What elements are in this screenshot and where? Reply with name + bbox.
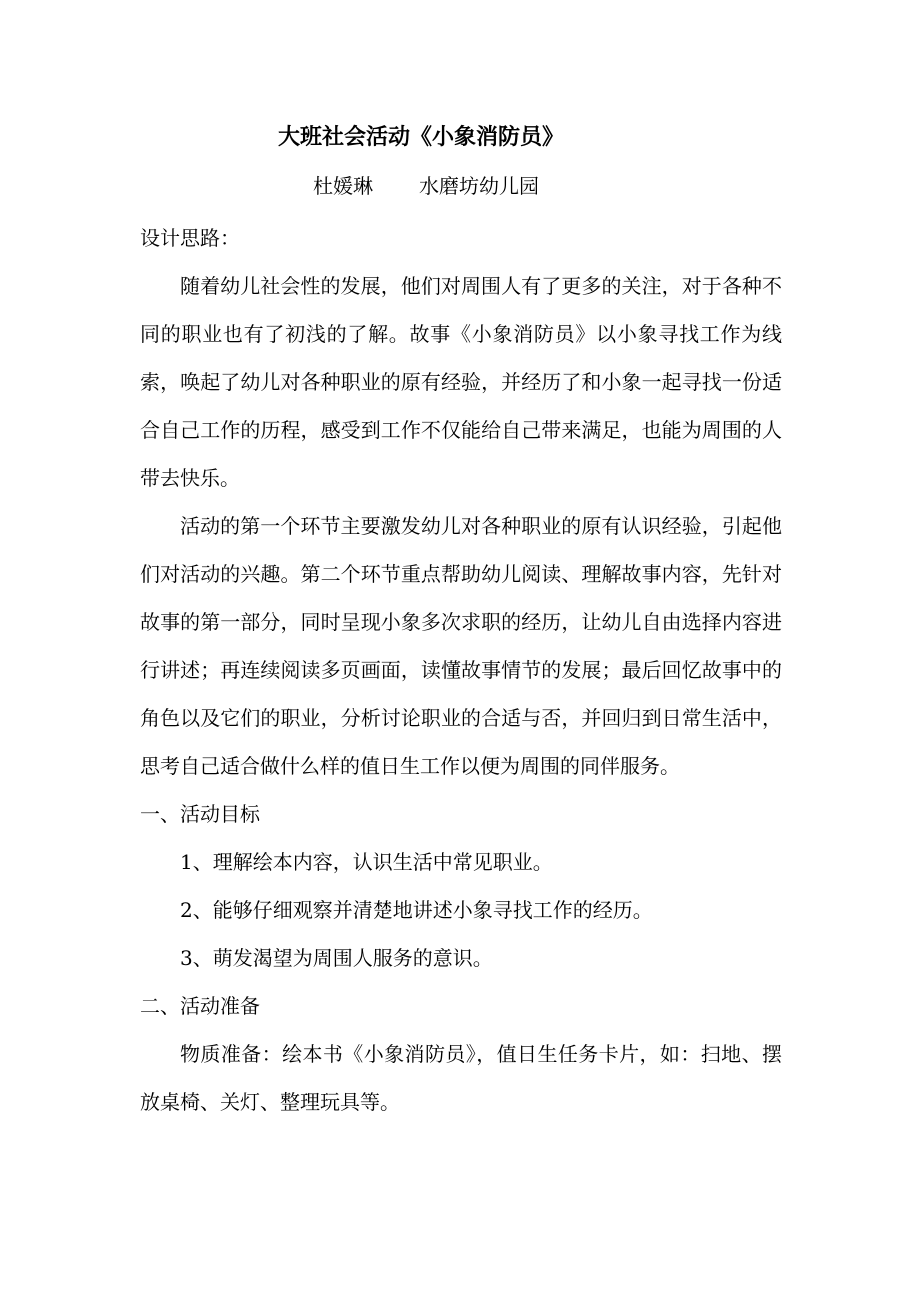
goal-item-2: 2、能够仔细观察并清楚地讲述小象寻找工作的经历。	[180, 898, 653, 922]
goal-item-1: 1、理解绘本内容，认识生活中常见职业。	[180, 850, 553, 874]
document-title: 大班社会活动《小象消防员》	[278, 125, 565, 150]
byline	[313, 166, 539, 206]
prep-heading: 二、活动准备	[140, 994, 260, 1018]
prep-paragraph: 物质准备：绘本书《小象消防员》，值日生任务卡片，如：扫地、摆放桌椅、关灯、整理玩具等。	[140, 1042, 782, 1114]
document-body	[140, 214, 782, 1126]
design-paragraph-1: 随着幼儿社会性的发展，他们对周围人有了更多的关注，对于各种不同的职业也有了初浅的了解。故事《小象消防员》以小象寻找工作为线索，唤起了幼儿对各种职业的原有经验，并经历了和小象一起寻找一份适合自己工作的历程，感受到工作不仅能给自己带来满足，也能为周围的人带去快乐。	[140, 274, 782, 490]
author-name: 杜媛琳	[313, 174, 373, 198]
goal-item-3: 3、萌发渴望为周围人服务的意识。	[180, 946, 493, 970]
design-heading: 设计思路：	[140, 226, 240, 250]
design-paragraph-2: 活动的第一个环节主要激发幼儿对各种职业的原有认识经验，引起他们对活动的兴趣。第二个环节重点帮助幼儿阅读、理解故事内容，先针对故事的第一部分，同时呈现小象多次求职的经历，让幼儿自由选择内容进行讲述；再连续阅读多页画面，读懂故事情节的发展；最后回忆故事中的角色以及它们的职业，分析讨论职业的合适与否，并回归到日常生活中，思考自己适合做什么样的值日生工作以便为周围的同伴服务。	[140, 514, 782, 778]
goals-heading: 一、活动目标	[140, 802, 260, 826]
school-name: 水磨坊幼儿园	[419, 174, 539, 198]
